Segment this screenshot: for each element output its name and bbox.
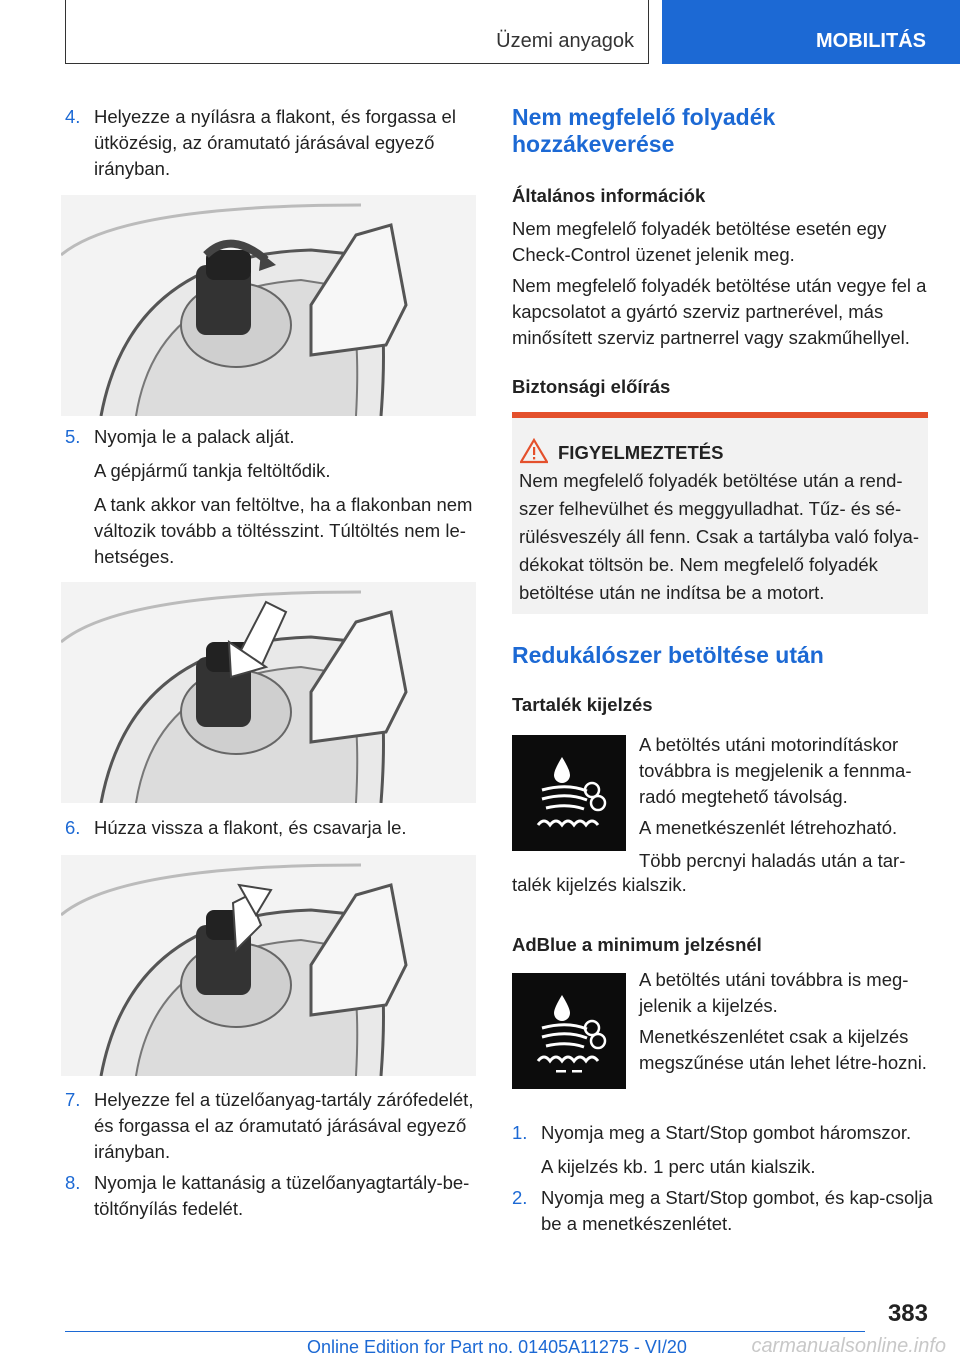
step-8 [65,1170,485,1222]
reserve-paragraph-3-line1: Több percnyi haladás után a tar- [639,850,906,871]
step-6 [65,815,485,841]
step-number: 6. [65,817,81,838]
step-5 [65,424,485,570]
step-text: Nyomja le a palack alját. [94,426,295,447]
header-tab[interactable] [662,0,960,64]
step-subtext: A tank akkor van feltöltve, ha a flakonban nem változik tovább a töltésszint. Túltöltés nem le-hetséges. [94,494,473,567]
header-section-title: Üzemi anyagok [496,30,634,52]
refill-illustration-remove [61,855,476,1076]
step-number: 8. [65,1172,81,1193]
step-text: Nyomja meg a Start/Stop gombot háromszor. [541,1122,912,1143]
step-number: 7. [65,1089,81,1110]
step-number: 2. [512,1187,528,1208]
heading-adblue-minimum: AdBlue a minimum jelzésnél [512,934,762,955]
step-text: Nyomja meg a Start/Stop gombot, és kap-csolja be a menetkészenlétet. [541,1187,933,1234]
general-paragraph-1: Nem megfelelő folyadék betöltése esetén egy Check-Control üzenet jelenik meg. [512,218,887,265]
refill-illustration-rotate [61,195,476,416]
warning-box [512,412,928,614]
step-1 [512,1120,937,1180]
adblue-paragraph-1: A betöltés utáni továbbra is meg-jelenik a kijelzés. [639,969,909,1016]
step-text: Helyezze a nyílásra a flakont, és forgassa el ütközésig, az óramutató járásával egyező irányban. [94,106,456,179]
refill-illustration-press [61,582,476,803]
heading-reserve: Tartalék kijelzés [512,694,653,715]
watermark: carmanualsonline.info [751,1335,946,1357]
heading-safety: Biztonsági előírás [512,376,671,397]
step-text: Húzza vissza a flakont, és csavarja le. [94,817,407,838]
reserve-paragraph-1: A betöltés utáni motorindításkor továbbra is megjelenik a fennma-radó megtehető távolság. [639,734,912,807]
adblue-minimum-icon [512,973,626,1089]
header-tab-label: MOBILITÁS [816,30,926,52]
step-4 [65,104,485,182]
step-subtext: A kijelzés kb. 1 perc után kialszik. [541,1156,816,1177]
heading-general-info: Általános információk [512,185,706,206]
step-subtext: A gépjármű tankja feltöltődik. [94,460,331,481]
warning-text: Nem megfelelő folyadék betöltése után a rend-szer felhevülhet és meggyulladhat. Tűz- és sé-rülésveszély áll fenn. Csak a tartályba való folya-dékokat töltsön be. Nem megfelelő folyadék betöltése után ne indítsa be a motort. [519,470,919,603]
adblue-paragraph-2: Menetkészenlétet csak a kijelzés megszűnése után lehet létre-hozni. [639,1026,927,1073]
step-7 [65,1087,485,1165]
reserve-paragraph-3-line2: talék kijelzés kialszik. [512,874,687,895]
step-2 [512,1185,937,1237]
step-text: Helyezze fel a tüzelőanyag-tartály zárófedelét, és forgassa el az óramutató járásával egyező irányban. [94,1089,474,1162]
step-number: 1. [512,1122,528,1143]
section-title-wrong-fluid: Nem megfelelő folyadék hozzákeverése [512,104,776,157]
warning-triangle-icon [520,438,548,464]
general-paragraph-2: Nem megfelelő folyadék betöltése után vegye fel a kapcsolatot a gyártó szerviz partnerével, más minősített szerviz partnerrel vagy szakműhellyel. [512,275,927,348]
footer-edition: Online Edition for Part no. 01405A11275 - VI/20 [307,1337,687,1357]
reserve-paragraph-2: A menetkészenlét létrehozható. [639,817,898,838]
step-number: 4. [65,106,81,127]
section-title-after-refill: Redukálószer betöltése után [512,642,824,668]
header-section-box [65,0,649,64]
warning-title: FIGYELMEZTETÉS [558,442,724,463]
page-number: 383 [887,1300,928,1327]
step-number: 5. [65,426,81,447]
adblue-reserve-icon [512,735,626,851]
footer-divider [65,1331,865,1332]
step-text: Nyomja le kattanásig a tüzelőanyagtartály-be-töltőnyílás fedelét. [94,1172,470,1219]
